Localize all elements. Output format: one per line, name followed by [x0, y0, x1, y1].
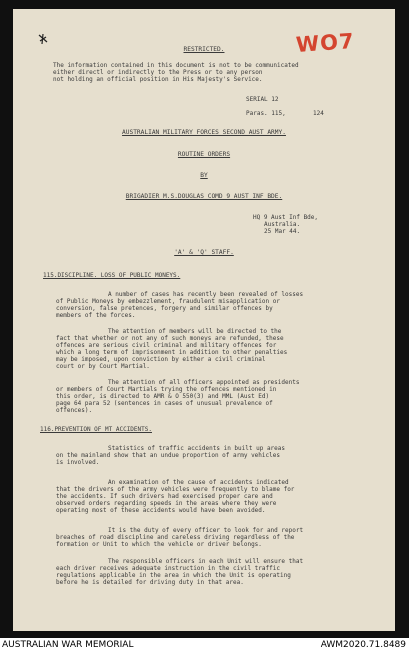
s116-p4-l4: before he is detailed for driving duty in that area. — [56, 579, 244, 586]
staff-heading: 'A' & 'Q' STAFF. — [174, 249, 234, 256]
hq-address: HQ 9 Aust Inf Bde, — [253, 214, 319, 221]
s115-p1-l4: members of the forces. — [56, 312, 136, 319]
paras-value: 124 — [313, 110, 324, 117]
s115-p3-l5: offences). — [56, 407, 93, 414]
archive-footer — [0, 638, 409, 653]
by-heading: BY — [200, 172, 208, 179]
s115-p3-l3: this order, is directed to AMR & O 550(3) and MML (Aust Ed) — [56, 393, 270, 400]
hq-location: Australia. — [264, 221, 301, 228]
footer-institution: AUSTRALIAN WAR MEMORIAL — [2, 640, 134, 650]
footer-accession-number: AWM2020.71.8489 — [320, 640, 406, 650]
notice-line-1: The information contained in this document is not to be communicated — [53, 62, 299, 69]
s115-p1-l1: A number of cases has recently been revealed of losses — [108, 291, 304, 298]
s116-p4-l3: regulations applicable in the area in which the Unit is operating — [56, 572, 291, 579]
notice-line-3: not holding an official position in His Majesty's Service. — [53, 76, 263, 83]
s115-p2-l2: fact that whether or not any of such moneys are refunded, these — [56, 335, 284, 342]
s116-p2-l1: An examination of the cause of accidents indicated — [108, 479, 289, 486]
section-115-heading: 115.DISCIPLINE. LOSS OF PUBLIC MONEYS. — [43, 272, 181, 279]
s115-p3-l4: page 64 para 52 (sentences in cases of unusual prevalence of — [56, 400, 273, 407]
ink-mark-icon — [37, 33, 49, 45]
s115-p2-l4: which a long term of imprisonment in addition to other penalties — [56, 349, 288, 356]
s115-p1-l3: conversion, false pretences, forgery and similar offences by — [56, 305, 273, 312]
s116-p1-l3: is involved. — [56, 459, 100, 466]
section-116-heading: 116.PREVENTION OF MT ACCIDENTS. — [40, 426, 152, 433]
routine-orders-heading: ROUTINE ORDERS — [177, 151, 231, 158]
document-content — [13, 9, 395, 631]
order-date: 25 Mar 44. — [264, 228, 301, 235]
s116-p3-l3: formation or Unit to which the vehicle or driver belongs. — [56, 541, 262, 548]
s115-p2-l5: may be imposed, upon conviction by either a civil criminal — [56, 356, 266, 363]
s116-p2-l2: that the drivers of the army vehicles were frequently to blame for — [56, 486, 295, 493]
s116-p2-l4: observed orders regarding speeds in the areas where they were — [56, 500, 277, 507]
brigadier-heading: BRIGADIER M.S.DOUGLAS COMD 9 AUST INF BDE. — [125, 193, 283, 200]
restricted-heading: RESTRICTED. — [183, 46, 225, 53]
s116-p4-l2: each driver receives adequate instruction in the civil traffic — [56, 565, 280, 572]
s116-p2-l5: operating most of these accidents would have been avoided. — [56, 507, 266, 514]
handwritten-annotation: WO7 — [295, 28, 356, 58]
s116-p3-l2: breaches of road discipline and careless driving regardless of the — [56, 534, 295, 541]
paras-label: Paras. 115, — [246, 110, 286, 117]
force-heading: AUSTRALIAN MILITARY FORCES SECOND AUST ARMY. — [122, 129, 286, 136]
s115-p3-l1: The attention of all officers appointed as presidents — [108, 379, 300, 386]
s115-p1-l2: of Public Moneys by embezzlement, fraudulent misapplication or — [56, 298, 280, 305]
s116-p4-l1: The responsible officers in each Unit will ensure that — [108, 558, 304, 565]
s116-p1-l1: Statistics of traffic accidents in built up areas — [108, 445, 286, 452]
s115-p2-l3: offences are serious civil criminal and military offences for — [56, 342, 277, 349]
s115-p2-l6: court or by Court Martial. — [56, 363, 150, 370]
s115-p3-l2: or members of Court Martials trying the offences mentioned in — [56, 386, 277, 393]
s116-p1-l2: on the mainland show that an undue proportion of army vehicles — [56, 452, 280, 459]
s116-p3-l1: It is the duty of every officer to look for and report — [108, 527, 304, 534]
serial-number: SERIAL 12 — [246, 96, 279, 103]
s116-p2-l3: the accidents. If such drivers had exercised proper care and — [56, 493, 273, 500]
s115-p2-l1: The attention of members will be directed to the — [108, 328, 282, 335]
notice-line-2: either directl or indirectly to the Press or to any person — [53, 69, 263, 76]
